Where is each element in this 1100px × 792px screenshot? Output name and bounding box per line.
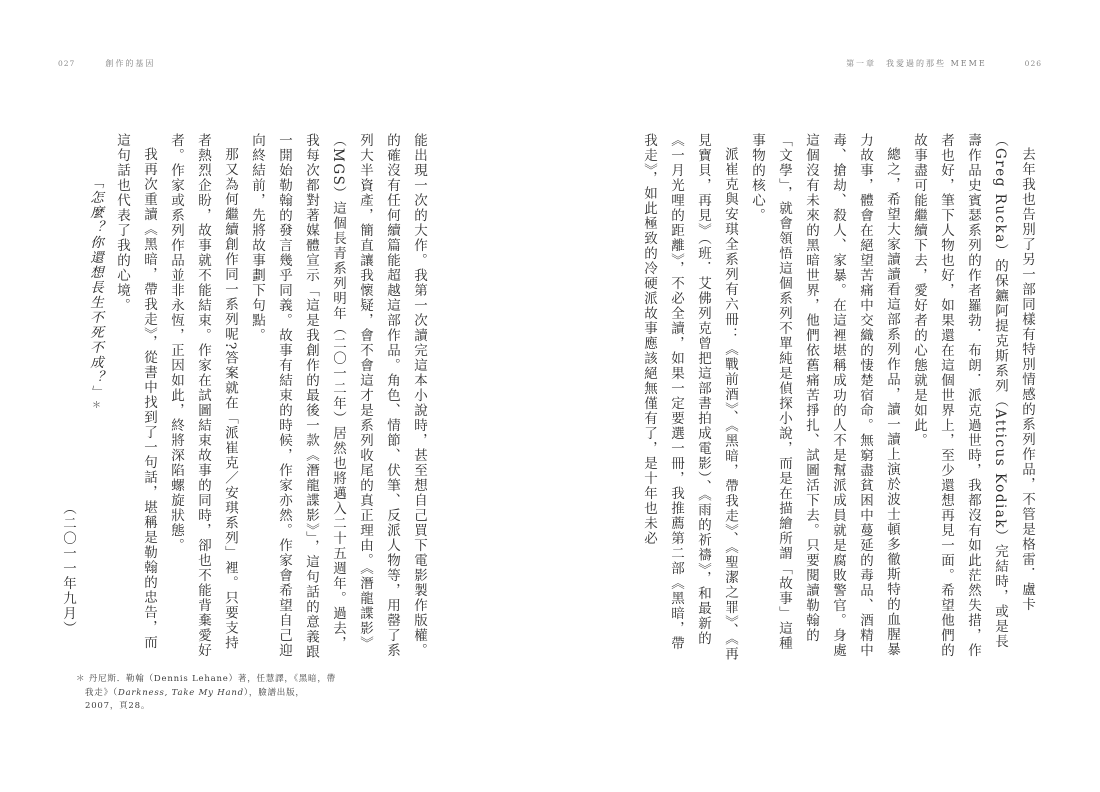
footnote-text-suffix: ），臉譜出版，2007，頁28。 xyxy=(85,687,305,712)
pull-quote xyxy=(81,133,108,663)
paragraph: 去年我也告別了另一部同樣有特別情感的系列作品，不管是格雷．盧卡（Greg Rucka）的保鑣阿提克斯系列（Atticus Kodiak）完結時，或是長壽作品史賓瑟系列的作者羅勃．布朗．派克過世時，我都沒有如此茫然失措，作者也好，筆下人物也好，如果還在這個世界上，至少還想再見一面。希望他們的故事盡可能繼續下去，愛好者的心態就是如此。 xyxy=(911,133,1035,658)
footnote-text-prefix: ＊ 丹尼斯．勒翰（Dennis Lehane）著，任慧譯，《黑暗，帶我走》（ xyxy=(76,674,336,698)
footnote-latin-title: Darkness, Take My Hand xyxy=(117,687,244,698)
footnote xyxy=(76,673,337,714)
right-page-text-block xyxy=(635,133,1040,663)
chapter-title: 第一章 我愛過的那些 MEME xyxy=(846,59,987,68)
left-page-text-block xyxy=(54,133,432,663)
running-title: 創作的基因 xyxy=(105,59,156,68)
paragraph: 我再次重讀《黑暗，帶我走》，從書中找到了一句話，堪稱是勒翰的忠告，而這句話也代表了我的心境。 xyxy=(114,133,157,650)
publication-date: （二〇一一年九月） xyxy=(60,501,76,636)
pull-quote-text: 「怎麼？你還想長生不死不成？」 xyxy=(87,175,103,400)
paragraph: 那又為何繼續創作同一系列呢?答案就在「派崔克／安琪系列」裡。只要支持者熱烈企盼，故事就不能結束。作家在試圖結束故事的同時，卻也不能背棄愛好者。作家或系列作品並非永恆，正因如此，終將深陷螺旋狀態。 xyxy=(168,133,238,658)
left-page-header xyxy=(58,58,155,69)
right-page-header xyxy=(846,58,1042,69)
paragraph: 總之，希望大家讀讀看這部系列作品，讀一讀上演於波士頓多徹斯特的血腥暴力故事，體會在絕望苦痛中交織的悽楚宿命。無窮盡貧困中蔓延的毒品、酒精中毒、搶劫、殺人、家暴。在這裡堪稱成功的人不是幫派成員就是腐敗警官。身處這個沒有未來的黑暗世界，他們依舊痛苦掙扎、試圖活下去。只要閱讀勒翰的「文學」，就會領悟這個系列不單純是偵探小說，而是在描繪所謂「故事」這種事物的核心。 xyxy=(749,133,900,658)
left-page-number: 027 xyxy=(58,59,76,68)
right-page-number: 026 xyxy=(1024,59,1042,68)
paragraph: 派崔克與安琪全系列有六冊：《戰前酒》、《黑暗，帶我走》、《聖潔之罪》、《再見寶貝，再見》（班．艾佛列克曾把這部書拍成電影）、《雨的祈禱》，和最新的《一月光哩的距離》，不必全讀，如果一定要選一冊，我推薦第二部《黑暗，帶我走》，如此極致的冷硬派故事應該絕無僅有了，是十年也未必 xyxy=(641,133,738,661)
footnote-reference-marker: ＊ xyxy=(90,400,100,411)
paragraph: 能出現一次的大作。我第一次讀完這本小說時，甚至想自己買下電影製作版權。的確沒有任何續篇能超越這部作品。角色、情節、伏筆、反派人物等，用罄了系列大半資產，簡直讓我懷疑，會不會這才是系列收尾的真正理由。《潛龍諜影》（MGS）這個長青系列明年（二〇一二年）居然也將邁入二十五週年。過去，我每次都對著媒體宣示「這是我創作的最後一款《潛龍諜影》」，這句話的意義跟一開始勒翰的發言幾乎同義。故事有結束的時候，作家亦然。作家會希望自己迎向終結前，先將故事劃下句點。 xyxy=(249,133,427,660)
